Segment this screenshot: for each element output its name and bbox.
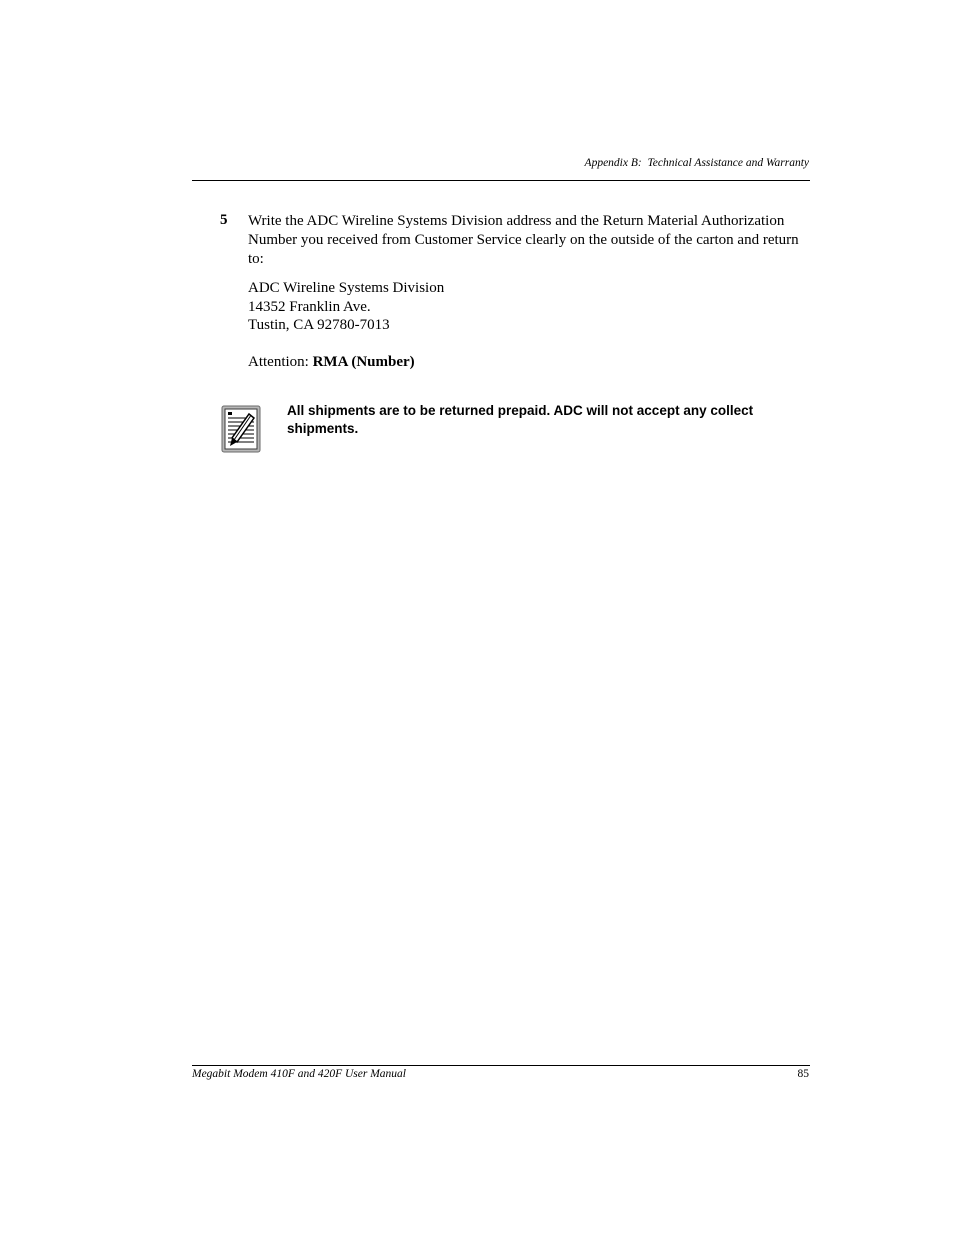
footer-manual-title: Megabit Modem 410F and 420F User Manual (192, 1068, 406, 1080)
running-header: Appendix B: Technical Assistance and Warranty (584, 157, 809, 169)
step-text: Write the ADC Wireline Systems Division address and the Return Material Authorization Number you received from Customer Service clearly on the outside of the carton and return to: (248, 213, 799, 267)
attention-label: Attention: (248, 354, 313, 370)
return-address (248, 279, 444, 335)
attention-line (248, 354, 415, 371)
step-number: 5 (220, 212, 228, 228)
attention-value: RMA (Number) (312, 354, 415, 370)
header-rule (192, 180, 810, 181)
note-pencil-icon (221, 405, 261, 453)
address-line-1: ADC Wireline Systems Division (248, 280, 445, 296)
page-number: 85 (797, 1068, 809, 1080)
address-line-2: 14352 Franklin Ave. (248, 298, 371, 315)
footer-rule (192, 1065, 810, 1066)
address-line-3: Tustin, CA 92780-7013 (248, 317, 390, 333)
note-text: All shipments are to be returned prepaid. ADC will not accept any collect shipments. (287, 403, 754, 436)
